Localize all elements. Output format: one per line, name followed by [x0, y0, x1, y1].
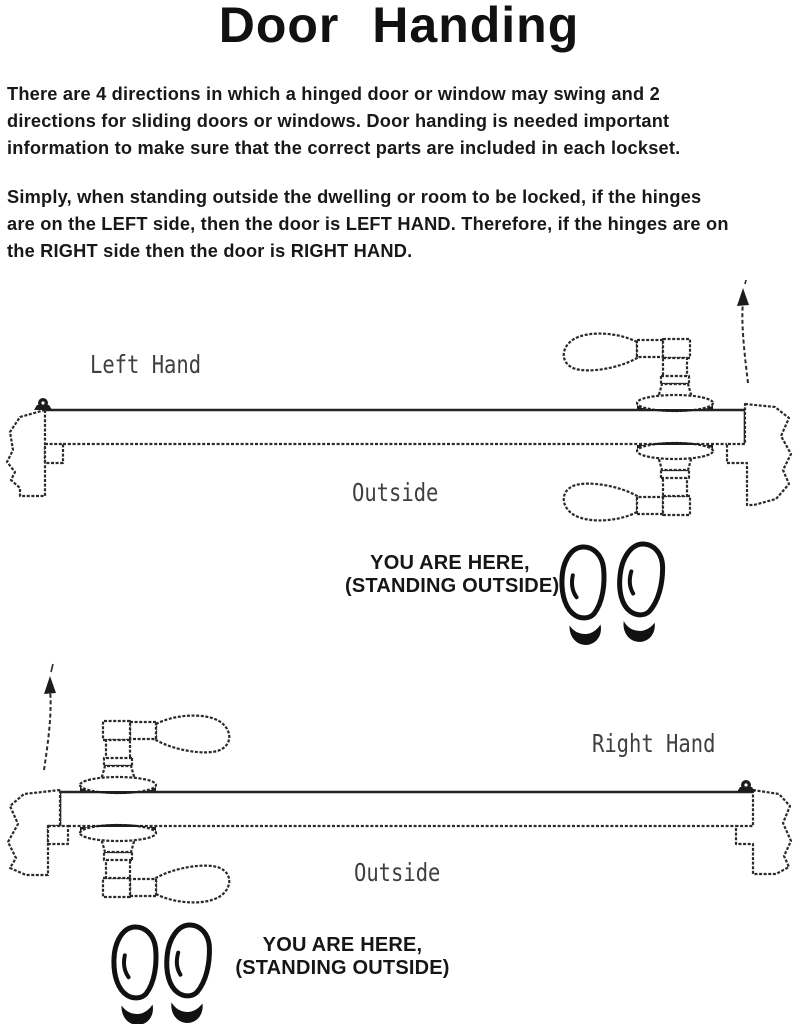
- you-are-here-top-line1: YOU ARE HERE,: [370, 552, 530, 574]
- lever-handle-inside: [80, 716, 229, 794]
- lever-handle-inside: [564, 334, 713, 412]
- page-title: Door Handing: [218, 0, 580, 53]
- you-are-here-top: [345, 552, 560, 598]
- outside-label-bottom: Outside: [354, 858, 441, 887]
- swing-arrow-icon: [737, 280, 749, 383]
- hand-label-left: Left Hand: [90, 350, 202, 379]
- hinge-icon: [737, 780, 755, 792]
- intro-paragraph: [7, 80, 691, 161]
- intro-line-3: information to make sure that the correct parts are included in each lockset.: [7, 137, 681, 158]
- left-hand-diagram: [0, 280, 798, 660]
- intro-line-1: There are 4 directions in which a hinged door or window may swing and 2: [7, 83, 660, 104]
- wall-jamb-strike: [8, 790, 68, 875]
- swing-arrow-icon: [44, 664, 56, 770]
- you-are-here-bottom: [235, 934, 450, 980]
- stop-notch: [45, 444, 63, 463]
- instructions-line-2: are on the LEFT side, then the door is LEFT HAND. Therefore, if the hinges are on: [7, 213, 729, 234]
- instructions-paragraph: [7, 183, 740, 264]
- door-slab: [60, 792, 753, 826]
- you-are-here-bottom-line2: (STANDING OUTSIDE): [235, 957, 450, 979]
- hinge-icon: [34, 398, 52, 410]
- you-are-here-top-line2: (STANDING OUTSIDE): [345, 575, 560, 597]
- footprints-icon: [113, 924, 211, 1024]
- hand-label-right: Right Hand: [592, 729, 716, 758]
- outside-label-top: Outside: [352, 478, 439, 507]
- lever-handle-outside: [564, 442, 713, 520]
- stop-notch: [48, 826, 68, 844]
- intro-line-2: directions for sliding doors or windows. Door handing is needed important: [7, 110, 670, 131]
- instructions-line-3: the RIGHT side then the door is RIGHT HAND.: [7, 240, 413, 261]
- you-are-here-bottom-line1: YOU ARE HERE,: [262, 934, 423, 956]
- door-slab: [45, 410, 745, 444]
- footprints-icon: [561, 543, 664, 646]
- lever-handle-outside: [80, 824, 229, 902]
- instructions-line-1: Simply, when standing outside the dwelling or room to be locked, if the hinges: [7, 186, 702, 207]
